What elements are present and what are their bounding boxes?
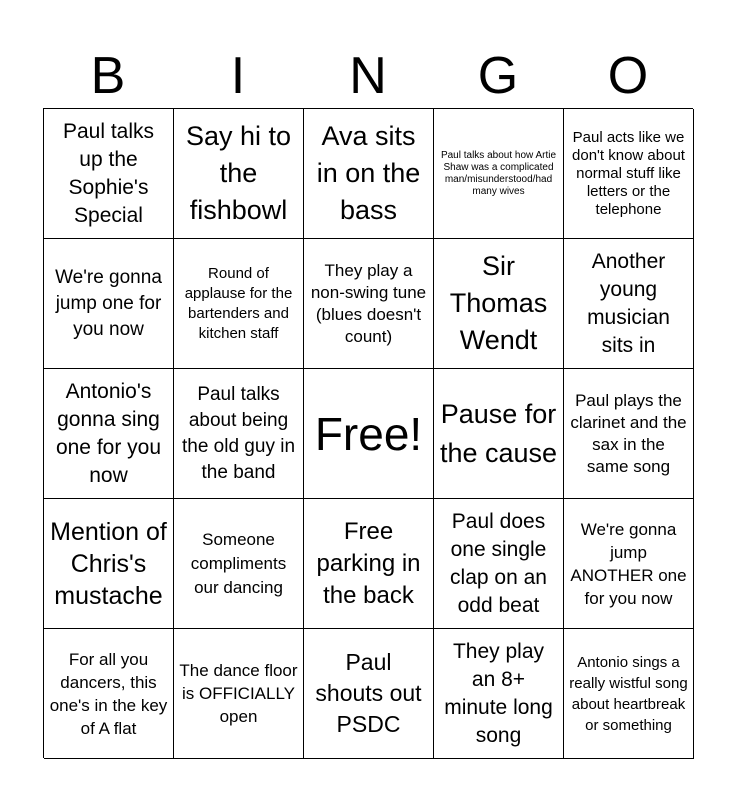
bingo-cell-text: Sir Thomas Wendt	[449, 251, 548, 355]
bingo-cell[interactable]	[44, 369, 174, 499]
bingo-cell[interactable]	[434, 499, 564, 629]
bingo-cell[interactable]	[174, 499, 304, 629]
bingo-cell-text: We're gonna jump ANOTHER one for you now	[570, 519, 687, 608]
bingo-cell[interactable]	[174, 239, 304, 369]
bingo-header	[43, 46, 693, 106]
free-space[interactable]	[304, 369, 434, 499]
bingo-cell-text: Paul acts like we don't know about normal stuff like letters or the telephone	[572, 128, 685, 218]
bingo-cell[interactable]	[564, 109, 694, 239]
bingo-cell[interactable]	[564, 369, 694, 499]
bingo-cell[interactable]	[44, 499, 174, 629]
bingo-cell[interactable]	[564, 239, 694, 369]
bingo-cell-text: Antonio sings a really wistful song about heartbreak or something	[569, 653, 688, 734]
bingo-cell[interactable]	[434, 109, 564, 239]
bingo-cell-text: Paul talks up the Sophie's Special	[62, 119, 155, 227]
bingo-cell-text: The dance floor is OFFICIALLY open	[179, 661, 298, 726]
bingo-cell-text: Paul plays the clarinet and the sax in the same song	[570, 390, 687, 476]
free-space-text: Free!	[314, 407, 423, 460]
bingo-cell[interactable]	[434, 239, 564, 369]
bingo-cell[interactable]	[304, 109, 434, 239]
bingo-cell[interactable]	[434, 629, 564, 759]
bingo-cell-text: Someone compliments our dancing	[190, 529, 287, 597]
bingo-cell-text: Paul talks about how Artie Shaw was a complicated man/misunderstood/had many wives	[440, 149, 557, 197]
bingo-cell-text: Mention of Chris's mustache	[50, 517, 167, 610]
bingo-cell-text: Antonio's gonna sing one for you now	[55, 379, 162, 487]
header-letter-b: B	[90, 47, 126, 105]
bingo-cell[interactable]	[564, 629, 694, 759]
header-letter-n: N	[349, 47, 387, 105]
bingo-cell-text: We're gonna jump one for you now	[55, 266, 162, 340]
bingo-cell-text: Another young musician sits in	[587, 249, 670, 357]
bingo-cell[interactable]	[174, 369, 304, 499]
bingo-cell-text: Ava sits in on the bass	[316, 121, 421, 225]
bingo-cell[interactable]	[564, 499, 694, 629]
bingo-cell-text: Paul shouts out PSDC	[315, 649, 422, 737]
bingo-cell[interactable]	[304, 629, 434, 759]
bingo-cell-text: They play a non-swing tune (blues doesn't count)	[310, 260, 427, 346]
bingo-cell[interactable]	[434, 369, 564, 499]
bingo-cell-text: Paul talks about being the old guy in the band	[181, 383, 296, 483]
bingo-cell-text: Say hi to the fishbowl	[185, 121, 292, 225]
bingo-cell-text: They play an 8+ minute long song	[444, 639, 553, 747]
bingo-cell[interactable]	[44, 109, 174, 239]
bingo-cell[interactable]	[304, 499, 434, 629]
bingo-cell[interactable]	[44, 239, 174, 369]
header-letter-o: O	[607, 47, 649, 105]
bingo-cell[interactable]	[304, 239, 434, 369]
bingo-grid	[43, 108, 693, 758]
bingo-cell-text: Free parking in the back	[316, 517, 421, 609]
header-letter-i: I	[230, 47, 246, 105]
bingo-cell-text: Paul does one single clap on an odd beat	[450, 509, 547, 617]
bingo-cell-text: Round of applause for the bartenders and kitchen staff	[184, 264, 293, 342]
bingo-cell[interactable]	[44, 629, 174, 759]
bingo-cell-text: For all you dancers, this one's in the key of A flat	[49, 649, 168, 738]
bingo-cell-text: Pause for the cause	[439, 398, 558, 468]
bingo-cell[interactable]	[174, 109, 304, 239]
bingo-cell[interactable]	[174, 629, 304, 759]
header-letter-g: G	[477, 47, 519, 105]
